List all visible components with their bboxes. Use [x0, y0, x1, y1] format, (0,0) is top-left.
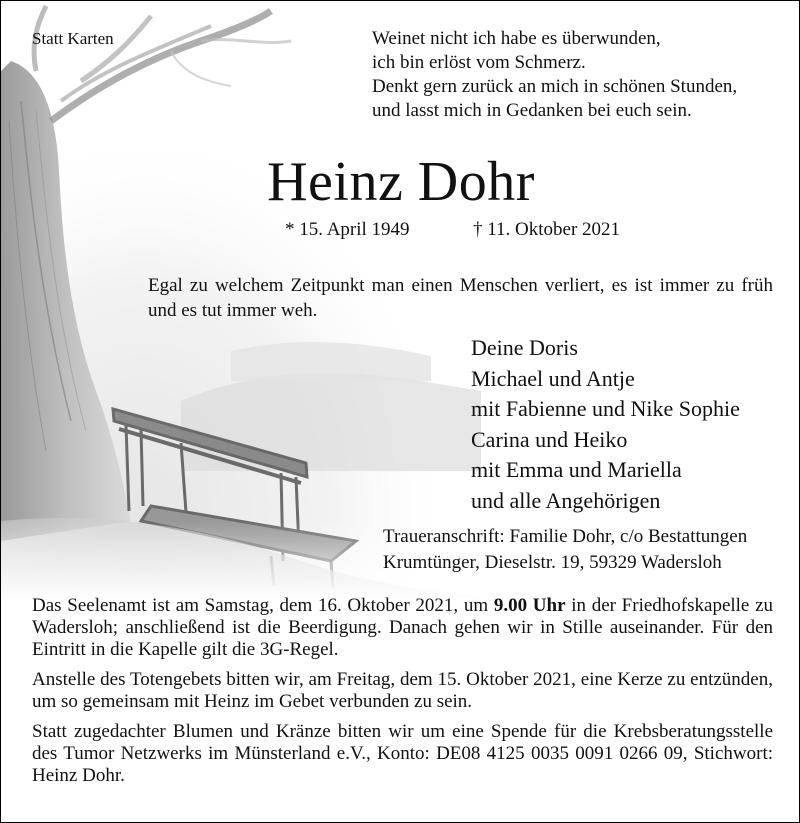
address-line: Traueranschrift: Familie Dohr, c/o Bestattungen — [383, 526, 748, 547]
service-text-start: Das Seelenamt ist am Samstag, dem 16. Oktober 2021, um — [32, 595, 494, 616]
service-details — [32, 595, 773, 795]
poem — [372, 27, 737, 123]
poem-line: ich bin erlöst vom Schmerz. — [372, 52, 586, 73]
poem-line: Weinet nicht ich habe es überwunden, — [372, 28, 661, 49]
service-text-end: in der Friedhofskapelle zu Wadersloh; anschließend ist die Beerdigung. Danach gehen wir in Stille auseinander. Für den Eintritt in die Kapelle gilt die 3G-Regel. — [32, 595, 774, 660]
mourner-line: mit Fabienne und Nike Sophie — [471, 396, 740, 421]
mourner-line: Deine Doris — [471, 335, 578, 360]
deceased-name: Heinz Dohr — [267, 151, 535, 213]
donation-paragraph: Statt zugedachter Blumen und Kränze bitten wir um eine Spende für die Krebsberatungsstelle des Tumor Netzwerks im Münsterland e.V., Konto: DE08 4125 0035 0091 0266 09, Stichwort: Heinz Dohr. — [32, 721, 773, 786]
service-paragraph — [32, 595, 773, 661]
death-date: † 11. Oktober 2021 — [473, 219, 621, 240]
quote-text: Egal zu welchem Zeitpunkt man einen Menschen verliert, es ist immer zu früh und es tut immer weh. — [148, 275, 773, 321]
mourners-list — [471, 333, 740, 516]
mourning-address — [383, 524, 747, 576]
mourner-line: mit Emma und Mariella — [471, 457, 682, 482]
mourner-line: Michael und Antje — [471, 365, 635, 391]
poem-line: Denkt gern zurück an mich in schönen Stunden, — [372, 76, 738, 97]
poem-line: und lasst mich in Gedanken bei euch sein. — [372, 100, 692, 121]
address-line: Krumtünger, Dieselstr. 19, 59329 Wadersloh — [383, 552, 722, 573]
mourner-line: und alle Angehörigen — [471, 487, 661, 513]
prayer-paragraph: Anstelle des Totengebets bitten wir, am Freitag, dem 15. Oktober 2021, eine Kerze zu entzünden, um so gemeinsam mit Heinz im Gebet verbunden zu sein. — [32, 669, 773, 712]
birth-date: * 15. April 1949 — [285, 219, 410, 240]
mourner-line: Carina und Heiko — [471, 426, 628, 452]
service-time: 9.00 Uhr — [493, 595, 566, 616]
header-label: Statt Karten — [32, 29, 114, 48]
